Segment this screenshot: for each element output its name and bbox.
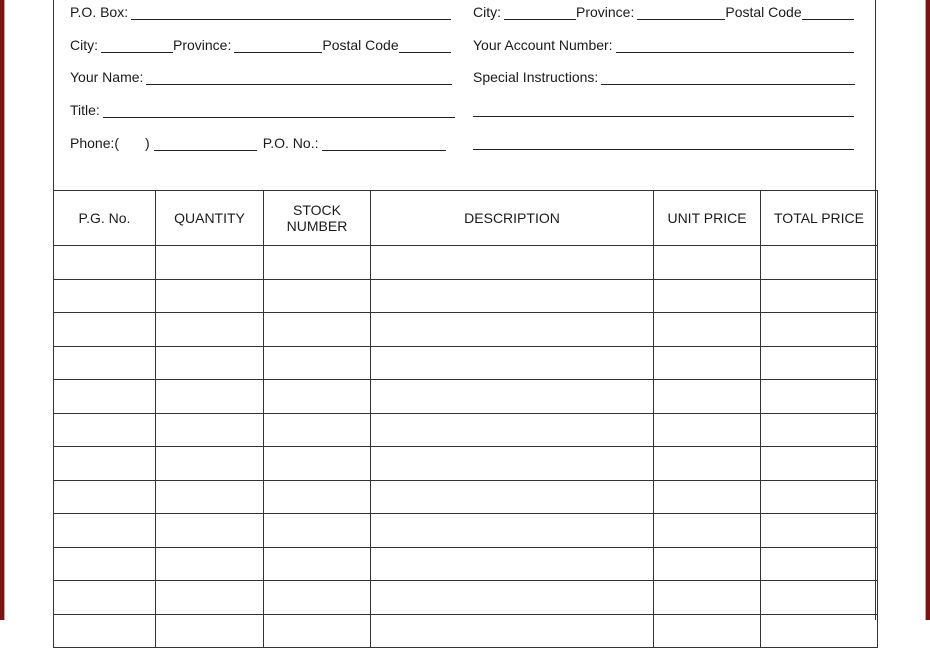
table-cell[interactable]	[654, 413, 761, 447]
table-row	[54, 279, 878, 313]
table-cell[interactable]	[654, 514, 761, 548]
table-cell[interactable]	[654, 614, 761, 648]
left-city-field[interactable]	[70, 37, 451, 53]
phone-label: Phone:(	[70, 135, 120, 151]
table-row	[54, 547, 878, 581]
table-cell[interactable]	[761, 346, 878, 380]
table-cell[interactable]	[54, 346, 156, 380]
table-cell[interactable]	[54, 447, 156, 481]
table-cell[interactable]	[761, 480, 878, 514]
table-cell[interactable]	[371, 313, 654, 347]
page-frame-right	[926, 0, 930, 620]
table-body	[54, 246, 878, 648]
table-cell[interactable]	[371, 279, 654, 313]
table-cell[interactable]	[264, 279, 371, 313]
table-cell[interactable]	[761, 447, 878, 481]
table-cell[interactable]	[54, 279, 156, 313]
table-cell[interactable]	[54, 614, 156, 648]
special-instructions-line-2[interactable]	[473, 102, 854, 117]
table-cell[interactable]	[761, 313, 878, 347]
your-name-input-line[interactable]	[146, 70, 452, 85]
table-row	[54, 246, 878, 280]
table-cell[interactable]	[761, 380, 878, 414]
table-cell[interactable]	[54, 380, 156, 414]
table-cell[interactable]	[371, 614, 654, 648]
table-cell[interactable]	[264, 480, 371, 514]
table-cell[interactable]	[156, 346, 264, 380]
table-cell[interactable]	[654, 447, 761, 481]
table-cell[interactable]	[156, 413, 264, 447]
table-row	[54, 447, 878, 481]
table-cell[interactable]	[54, 514, 156, 548]
table-cell[interactable]	[156, 547, 264, 581]
table-cell[interactable]	[264, 447, 371, 481]
table-cell[interactable]	[264, 547, 371, 581]
table-header-row	[54, 191, 878, 246]
table-cell[interactable]	[761, 413, 878, 447]
table-cell[interactable]	[761, 614, 878, 648]
table-cell[interactable]	[654, 246, 761, 280]
table-cell[interactable]	[371, 514, 654, 548]
table-cell[interactable]	[264, 346, 371, 380]
table-row	[54, 614, 878, 648]
right-city-label: City:	[473, 4, 501, 20]
header-stock-number	[264, 191, 371, 246]
table-cell[interactable]	[156, 279, 264, 313]
table-cell[interactable]	[264, 413, 371, 447]
phone-input-line[interactable]	[154, 136, 257, 151]
special-instructions-label: Special Instructions:	[473, 69, 599, 85]
header-quantity: QUANTITY	[156, 191, 264, 246]
table-cell[interactable]	[156, 480, 264, 514]
table-cell[interactable]	[54, 581, 156, 615]
table-cell[interactable]	[54, 246, 156, 280]
po-no-label: P.O. No.:	[262, 135, 319, 151]
table-cell[interactable]	[54, 480, 156, 514]
po-box-label: P.O. Box:	[70, 4, 129, 20]
account-number-input-line[interactable]	[616, 38, 854, 53]
right-city-field[interactable]	[473, 4, 854, 20]
table-cell[interactable]	[54, 313, 156, 347]
table-cell[interactable]	[264, 380, 371, 414]
table-cell[interactable]	[54, 413, 156, 447]
left-postal-code-input-line[interactable]	[399, 38, 451, 53]
special-instructions-input-line-2[interactable]	[473, 102, 854, 117]
table-cell[interactable]	[264, 313, 371, 347]
account-number-label: Your Account Number:	[473, 37, 613, 53]
table-cell[interactable]	[156, 246, 264, 280]
table-cell[interactable]	[654, 547, 761, 581]
table-cell[interactable]	[654, 279, 761, 313]
page-frame-left-inner	[4, 0, 5, 620]
right-province-label: Province:	[576, 4, 635, 20]
left-postal-code-label: Postal Code	[322, 37, 399, 53]
special-instructions-input-line-3[interactable]	[473, 135, 854, 150]
table-cell[interactable]	[264, 514, 371, 548]
table-cell[interactable]	[264, 614, 371, 648]
table-cell[interactable]	[156, 447, 264, 481]
left-city-label: City:	[70, 37, 98, 53]
phone-close-paren: )	[145, 135, 150, 151]
table-cell[interactable]	[371, 246, 654, 280]
special-instructions-input-line[interactable]	[601, 70, 855, 85]
order-items-table	[53, 190, 878, 648]
your-name-label: Your Name:	[70, 69, 144, 85]
table-row	[54, 581, 878, 615]
right-province-input-line[interactable]	[637, 5, 725, 20]
table-cell[interactable]	[264, 581, 371, 615]
po-box-input-line[interactable]	[131, 5, 451, 20]
table-row	[54, 346, 878, 380]
header-unit-price: UNIT PRICE	[654, 191, 761, 246]
left-city-input-line[interactable]	[101, 38, 173, 53]
table-cell[interactable]	[371, 581, 654, 615]
phone-field[interactable]	[70, 135, 446, 151]
right-city-input-line[interactable]	[504, 5, 576, 20]
table-cell[interactable]	[654, 581, 761, 615]
table-cell[interactable]	[156, 614, 264, 648]
table-cell[interactable]	[54, 547, 156, 581]
table-cell[interactable]	[761, 279, 878, 313]
order-items-table-wrap	[53, 190, 877, 648]
title-input-line[interactable]	[103, 103, 455, 118]
table-row	[54, 514, 878, 548]
your-name-field[interactable]	[70, 69, 452, 85]
table-cell[interactable]	[156, 514, 264, 548]
table-cell[interactable]	[371, 547, 654, 581]
right-postal-code-input-line[interactable]	[802, 5, 854, 20]
table-row	[54, 313, 878, 347]
table-cell[interactable]	[654, 480, 761, 514]
table-cell[interactable]	[761, 246, 878, 280]
table-cell[interactable]	[654, 346, 761, 380]
header-stock-number-text: STOCK NUMBER	[286, 202, 348, 234]
table-cell[interactable]	[156, 581, 264, 615]
title-field[interactable]	[70, 102, 455, 118]
table-cell[interactable]	[654, 313, 761, 347]
table-cell[interactable]	[371, 447, 654, 481]
right-postal-code-label: Postal Code	[725, 4, 802, 20]
title-label: Title:	[70, 102, 100, 118]
page-frame-right-inner	[925, 0, 926, 620]
table-cell[interactable]	[761, 581, 878, 615]
account-number-field[interactable]	[473, 37, 854, 53]
special-instructions-field[interactable]	[473, 69, 855, 85]
table-cell[interactable]	[371, 380, 654, 414]
table-row	[54, 480, 878, 514]
table-cell[interactable]	[156, 313, 264, 347]
table-cell[interactable]	[156, 380, 264, 414]
special-instructions-line-3[interactable]	[473, 135, 854, 150]
table-cell[interactable]	[371, 413, 654, 447]
left-province-input-line[interactable]	[234, 38, 322, 53]
table-row	[54, 413, 878, 447]
table-cell[interactable]	[264, 246, 371, 280]
header-total-price: TOTAL PRICE	[761, 191, 878, 246]
header-description: DESCRIPTION	[371, 191, 654, 246]
table-cell[interactable]	[371, 480, 654, 514]
table-cell[interactable]	[371, 346, 654, 380]
table-row	[54, 380, 878, 414]
table-cell[interactable]	[761, 547, 878, 581]
table-cell[interactable]	[654, 380, 761, 414]
po-box-field[interactable]	[70, 4, 451, 20]
header-pg-no: P.G. No.	[54, 191, 156, 246]
table-cell[interactable]	[761, 514, 878, 548]
left-province-label: Province:	[173, 37, 232, 53]
po-no-input-line[interactable]	[322, 136, 446, 151]
